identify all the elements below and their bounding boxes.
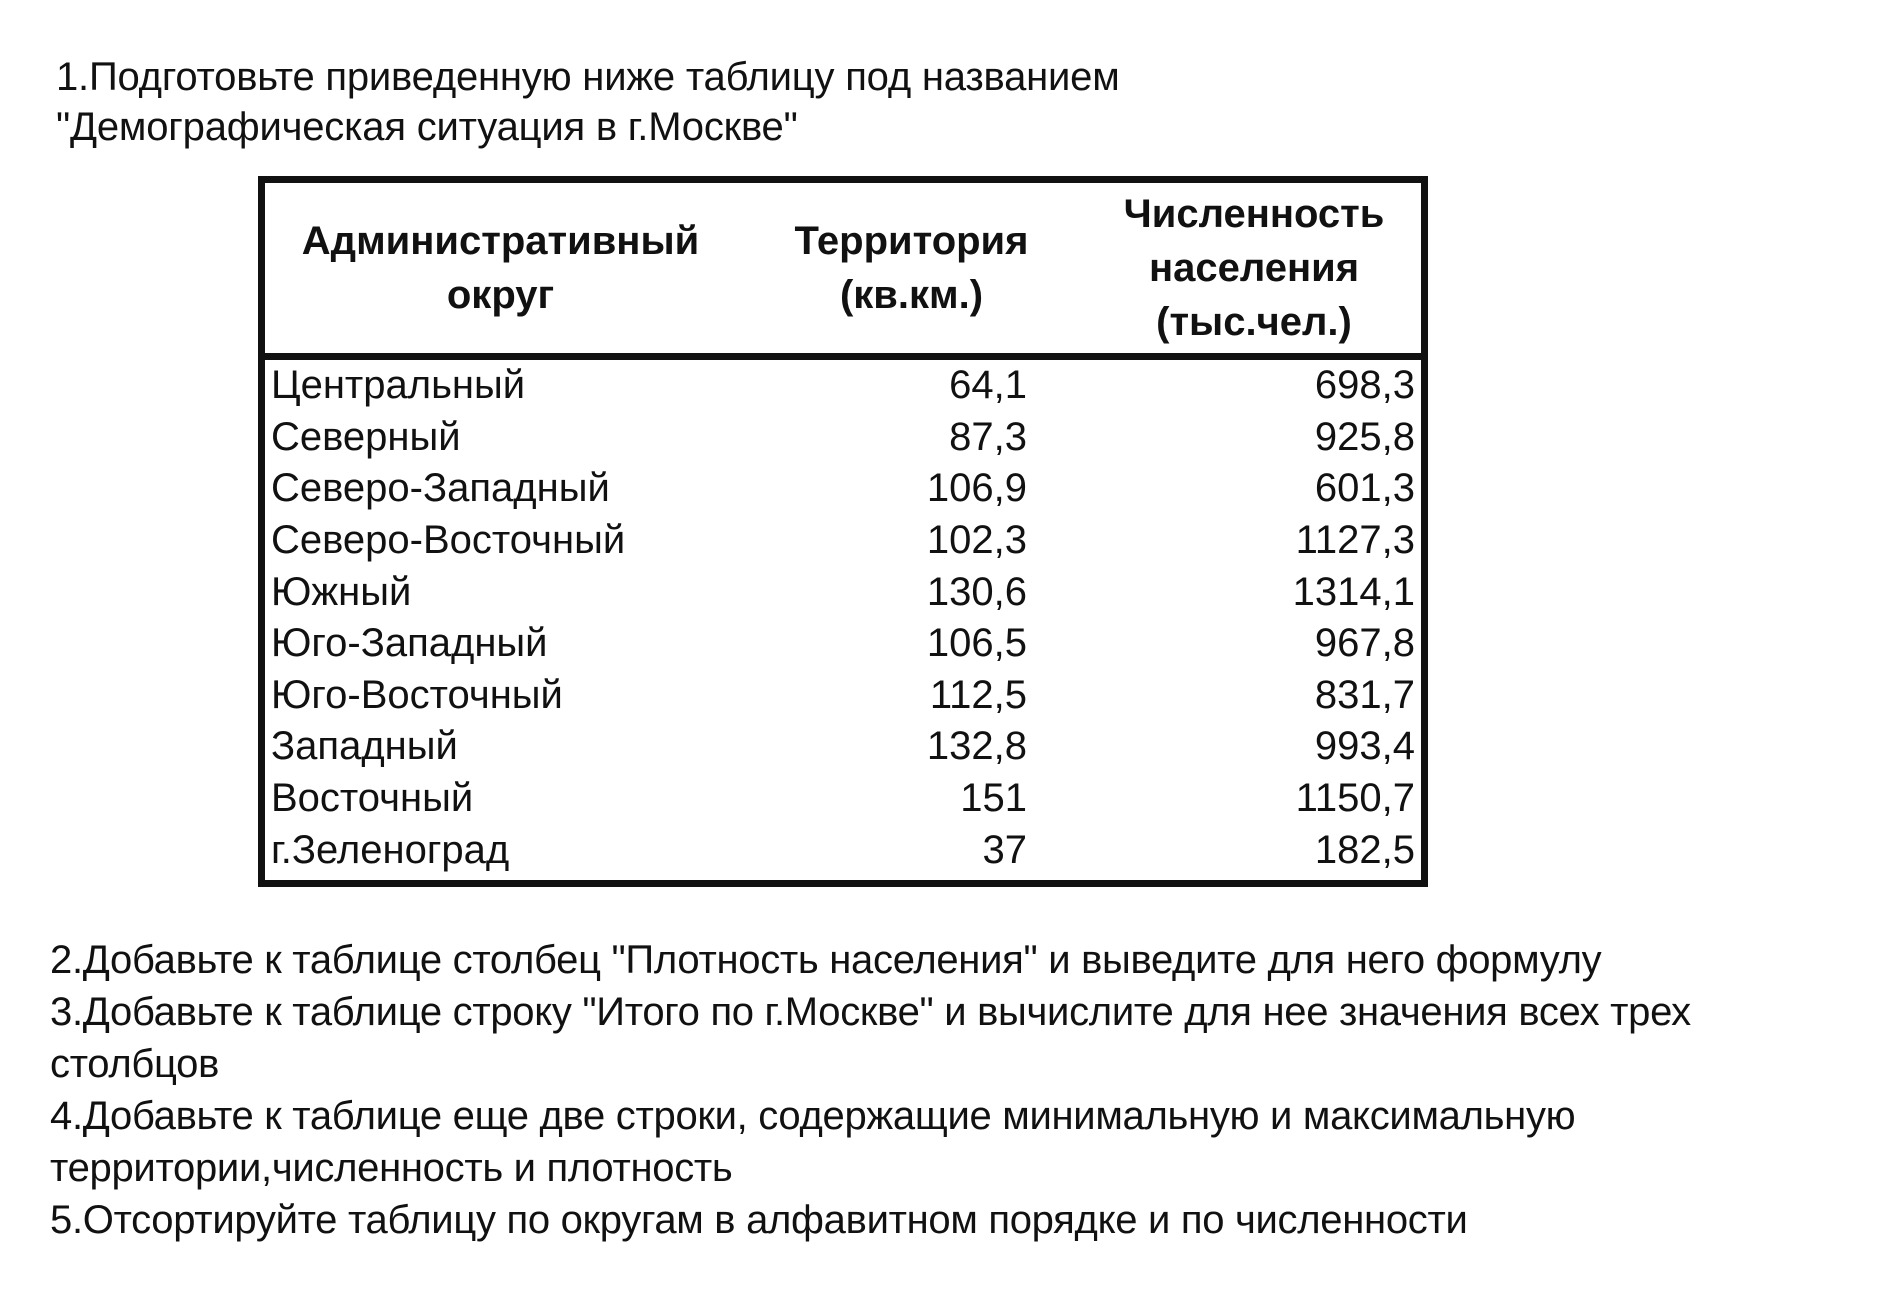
table-row xyxy=(262,618,1425,670)
task-list xyxy=(50,934,1691,1246)
task-4-line-1: 4.Добавьте к таблице еще две строки, содержащие минимальную и максимальную xyxy=(50,1094,1576,1138)
cell-territory: 130,6 xyxy=(926,569,1027,614)
task-5-line: 5.Отсортируйте таблицу по округам в алфавитном порядке и по численности xyxy=(50,1198,1468,1242)
table-row xyxy=(262,515,1425,567)
cell-district: Северо-Западный xyxy=(271,466,610,511)
table-header xyxy=(262,180,1425,357)
table-row xyxy=(262,670,1425,722)
cell-district: Восточный xyxy=(271,776,474,821)
cell-population: 993,4 xyxy=(1314,724,1415,769)
task-intro-line-2: "Демографическая ситуация в г.Москве" xyxy=(56,105,798,149)
cell-population: 1127,3 xyxy=(1295,518,1415,563)
cell-territory: 106,5 xyxy=(926,621,1027,666)
task-intro xyxy=(56,52,1120,152)
cell-territory: 64,1 xyxy=(949,363,1027,408)
header-row xyxy=(262,180,1425,357)
cell-territory: 87,3 xyxy=(949,414,1027,459)
table-row xyxy=(262,412,1425,464)
cell-population: 601,3 xyxy=(1314,466,1415,511)
header-population xyxy=(1087,180,1425,357)
cell-district: г.Зеленоград xyxy=(271,827,510,872)
cell-territory: 106,9 xyxy=(926,466,1027,511)
cell-territory: 37 xyxy=(982,827,1027,872)
task-3-line-2: столбцов xyxy=(50,1042,220,1086)
cell-district: Северо-Восточный xyxy=(271,518,626,563)
header-population-line-1: Численность xyxy=(1123,192,1385,236)
table-row xyxy=(262,824,1425,883)
cell-population: 925,8 xyxy=(1314,414,1415,459)
cell-territory: 151 xyxy=(960,776,1027,821)
cell-population: 831,7 xyxy=(1314,672,1415,717)
cell-district: Северный xyxy=(271,414,461,459)
table-row xyxy=(262,357,1425,412)
table-body xyxy=(262,357,1425,884)
header-district xyxy=(262,180,737,357)
header-territory-line-2: (кв.км.) xyxy=(839,273,984,317)
cell-district: Юго-Восточный xyxy=(271,672,563,717)
cell-population: 1314,1 xyxy=(1292,569,1415,614)
header-district-line-2: округ xyxy=(446,273,555,317)
task-4-line-2: территории,численность и плотность xyxy=(50,1146,733,1190)
cell-territory: 112,5 xyxy=(929,672,1027,717)
cell-population: 1150,7 xyxy=(1295,776,1415,821)
header-population-line-2: населения xyxy=(1148,246,1360,290)
cell-population: 182,5 xyxy=(1314,827,1415,872)
header-territory xyxy=(736,180,1087,357)
table-row xyxy=(262,773,1425,825)
cell-district: Центральный xyxy=(271,363,526,408)
cell-district: Юго-Западный xyxy=(271,621,548,666)
task-2-line: 2.Добавьте к таблице столбец "Плотность населения" и выведите для него формулу xyxy=(50,938,1602,982)
header-territory-line-1: Территория xyxy=(794,219,1029,263)
cell-territory: 102,3 xyxy=(926,518,1027,563)
header-district-line-1: Административный xyxy=(301,219,700,263)
task-intro-line-1: 1.Подготовьте приведенную ниже таблицу под названием xyxy=(56,55,1120,99)
cell-territory: 132,8 xyxy=(926,724,1027,769)
cell-population: 967,8 xyxy=(1314,621,1415,666)
table-row xyxy=(262,721,1425,773)
table-row xyxy=(262,463,1425,515)
cell-district: Западный xyxy=(271,724,458,769)
cell-population: 698,3 xyxy=(1314,363,1415,408)
demographic-table xyxy=(258,176,1428,887)
header-population-line-3: (тыс.чел.) xyxy=(1156,300,1352,344)
cell-district: Южный xyxy=(271,569,412,614)
table-row xyxy=(262,566,1425,618)
task-3-line-1: 3.Добавьте к таблице строку "Итого по г.Москве" и вычислите для нее значения всех трех xyxy=(50,990,1691,1034)
